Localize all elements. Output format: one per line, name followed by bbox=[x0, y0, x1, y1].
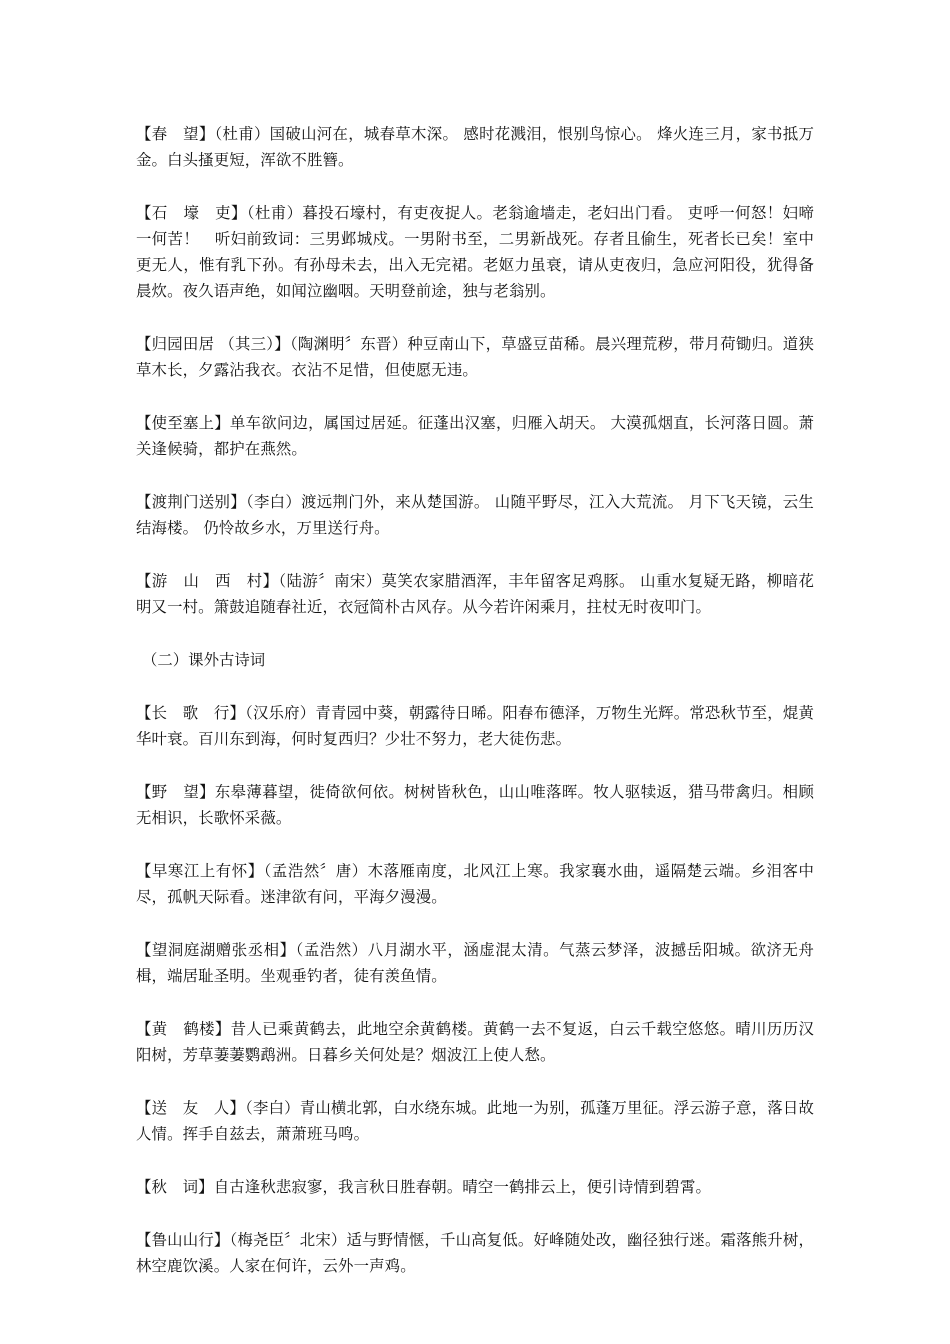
poem-zao-han-jiang-shang bbox=[136, 858, 814, 910]
poem-huang-he-lou bbox=[136, 1016, 814, 1068]
poem-body: （孟浩然）八月湖水平，涵虚混太清。气蒸云梦泽，波撼岳阳城。欲济无舟楫，端居耻圣明。坐观垂钓者，徒有羡鱼情。 bbox=[136, 941, 814, 985]
poem-shi-zhi-sai-shang bbox=[136, 410, 814, 462]
poem-body: （孟浩然〞唐）木落雁南度，北风江上寒。我家襄水曲，遥隔楚云端。乡泪客中尽，孤帆天际看。迷津欲有问，平海夕漫漫。 bbox=[136, 862, 814, 906]
poem-song-you-ren bbox=[136, 1095, 814, 1147]
poem-title: 【归园田居 （其三）】 bbox=[136, 335, 290, 353]
document-page bbox=[136, 121, 814, 1306]
poem-you-shan-xi-cun bbox=[136, 568, 814, 620]
poem-title: 【野 望】 bbox=[136, 783, 215, 801]
poem-title: 【送 友 人】 bbox=[136, 1099, 246, 1117]
poem-title: 【长 歌 行】 bbox=[136, 704, 246, 722]
poem-body: （李白）渡远荆门外，来从楚国游。 山随平野尽，江入大荒流。 月下飞天镜，云生结海楼。 仍怜故乡水，万里送行舟。 bbox=[136, 493, 814, 537]
poem-title: 【春 望】 bbox=[136, 125, 215, 143]
poem-qiu-ci bbox=[136, 1174, 814, 1200]
poem-title: 【望洞庭湖赠张丞相】 bbox=[136, 941, 296, 959]
poem-body: （陆游〞南宋）莫笑农家腊酒浑，丰年留客足鸡豚。 山重水复疑无路，柳暗花明又一村。箫鼓追随春社近，衣冠简朴古风存。从今若许闲乘月，拄杖无时夜叩门。 bbox=[136, 572, 814, 616]
poem-title: 【石 壕 吏】 bbox=[136, 204, 247, 222]
poem-title: 【鲁山山行】 bbox=[136, 1231, 230, 1249]
poem-title: 【秋 词】 bbox=[136, 1178, 214, 1196]
poem-body: 自古逢秋悲寂寥，我言秋日胜春朝。晴空一鹤排云上，便引诗情到碧霄。 bbox=[213, 1178, 712, 1196]
poem-gui-yuan-tian-ju bbox=[136, 331, 814, 383]
poem-lu-shan-shan-xing bbox=[136, 1227, 814, 1279]
poem-body: （李白）青山横北郭，白水绕东城。此地一为别，孤蓬万里征。浮云游子意，落日故人情。挥手自兹去，萧萧班马鸣。 bbox=[136, 1099, 814, 1143]
poem-title: 【游 山 西 村】 bbox=[136, 572, 279, 590]
section-heading: （二）课外古诗词 bbox=[142, 651, 266, 669]
poem-body: （陶渊明〞东晋）种豆南山下，草盛豆苗稀。晨兴理荒秽，带月荷锄归。道狭草木长，夕露沾我衣。衣沾不足惜，但使愿无违。 bbox=[136, 335, 814, 379]
poem-title: 【渡荆门送别】 bbox=[136, 493, 246, 511]
poem-du-jing-men-song-bie bbox=[136, 489, 814, 541]
poem-chun-wang bbox=[136, 121, 814, 173]
poem-title: 【早寒江上有怀】 bbox=[136, 862, 264, 880]
poem-body: 昔人已乘黄鹤去，此地空余黄鹤楼。黄鹤一去不复返，白云千载空悠悠。晴川历历汉阳树，芳草萋萋鹦鹉洲。日暮乡关何处是？烟波江上使人愁。 bbox=[136, 1020, 814, 1064]
poem-title: 【黄 鹤楼】 bbox=[136, 1020, 231, 1038]
poem-body: 东皋薄暮望，徙倚欲何依。树树皆秋色，山山唯落晖。牧人驱犊返，猎马带禽归。相顾无相识，长歌怀采薇。 bbox=[136, 783, 814, 827]
poem-body: （杜甫）暮投石壕村，有吏夜捉人。老翁逾墙走，老妇出门看。 吏呼一何怒！妇啼一何苦！ 听妇前致词：三男邺城戍。一男附书至，二男新战死。存者且偷生，死者长已矣！室中更无人，惟有乳下孙。有孙母未去，出入无完裙。老妪力虽衰，请从吏夜归，急应河阳役，犹得备晨炊。夜久语声绝，如闻泣幽咽。天明登前途，独与老翁别。 bbox=[136, 204, 814, 300]
poem-body: （梅尧臣〞北宋）适与野情惬，千山高复低。好峰随处改，幽径独行迷。霜落熊升树，林空鹿饮溪。人家在何许，云外一声鸡。 bbox=[136, 1231, 814, 1275]
poem-body: （杜甫）国破山河在，城春草木深。 感时花溅泪，恨别鸟惊心。 烽火连三月，家书抵万金。白头搔更短，浑欲不胜簪。 bbox=[136, 125, 814, 169]
poem-title: 【使至塞上】 bbox=[136, 414, 230, 432]
poem-chang-ge-xing bbox=[136, 700, 814, 752]
poem-ye-wang bbox=[136, 779, 814, 831]
poem-shi-hao-li bbox=[136, 200, 814, 304]
poem-body: 单车欲问边，属国过居延。征蓬出汉塞，归雁入胡天。 大漠孤烟直，长河落日圆。萧关逢候骑，都护在燕然。 bbox=[136, 414, 814, 458]
poem-wang-dong-ting-hu bbox=[136, 937, 814, 989]
poem-body: （汉乐府）青青园中葵，朝露待日晞。阳春布德泽，万物生光辉。常恐秋节至，焜黄华叶衰。百川东到海，何时复西归？少壮不努力，老大徒伤悲。 bbox=[136, 704, 814, 748]
